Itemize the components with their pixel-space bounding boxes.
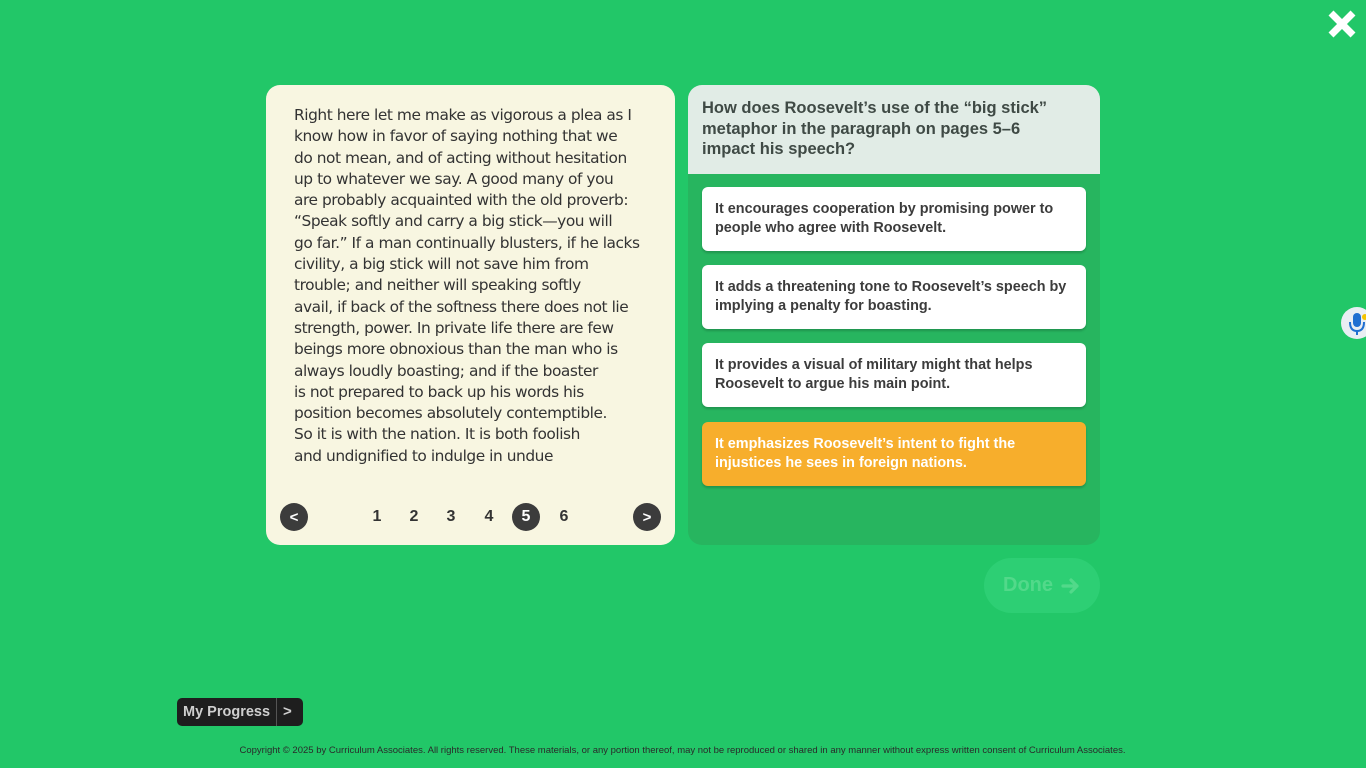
my-progress-label: My Progress	[183, 704, 271, 720]
passage-line: go far.” If a man continually blusters, if he lacks	[294, 233, 640, 252]
page-4-button[interactable]: 4	[484, 508, 494, 525]
passage-line: beings more obnoxious than the man who is	[294, 340, 618, 359]
passage-line: civility, a big stick will not save him from	[294, 255, 589, 274]
close-button[interactable]	[1326, 8, 1358, 40]
passage-line: position becomes absolutely contemptible.	[294, 404, 607, 423]
answer-option-3[interactable]: It provides a visual of military might that helps Roosevelt to argue his main point.	[702, 343, 1086, 407]
answer-option-4-selected[interactable]: It emphasizes Roosevelt’s intent to fight the injustices he sees in foreign nations.	[702, 422, 1086, 486]
progress-arrow: >	[283, 703, 292, 720]
microphone-icon	[1341, 307, 1366, 339]
passage-line: So it is with the nation. It is both foolish	[294, 425, 580, 444]
previous-page-button[interactable]: <	[280, 503, 308, 531]
divider	[276, 698, 277, 726]
passage-line: “Speak softly and carry a big stick—you will	[294, 212, 613, 231]
page-6-button[interactable]: 6	[559, 508, 569, 525]
answer-option-1[interactable]: It encourages cooperation by promising power to people who agree with Roosevelt.	[702, 187, 1086, 251]
answer-option-2[interactable]: It adds a threatening tone to Roosevelt’s speech by implying a penalty for boasting.	[702, 265, 1086, 329]
page-3-button[interactable]: 3	[446, 508, 456, 525]
done-label: Done	[1003, 574, 1053, 596]
passage-panel	[266, 85, 675, 545]
question-panel	[688, 85, 1100, 545]
passage-line: know how in favor of saying nothing that we	[294, 127, 618, 146]
page-5-button[interactable]: 5	[512, 503, 540, 531]
passage-line: are probably acquainted with the old proverb:	[294, 191, 629, 210]
copyright-text: Copyright © 2025 by Curriculum Associates. All rights reserved. These materials, or any portion thereof, may not be reproduced or shared in any manner without express written consent of Curriculum Associates.	[239, 745, 1126, 756]
copyright-footer	[0, 745, 1366, 756]
done-button[interactable]	[984, 558, 1100, 613]
page-1-button[interactable]: 1	[372, 508, 382, 525]
passage-line: always loudly boasting; and if the boaster	[294, 361, 598, 380]
passage-line: do not mean, and of acting without hesitation	[294, 148, 627, 167]
microphone-button[interactable]	[1341, 307, 1366, 339]
close-icon	[1326, 8, 1358, 40]
passage-line: Right here let me make as vigorous a plea as I	[294, 106, 632, 124]
passage-line: up to whatever we say. A good many of you	[294, 169, 614, 188]
question-text: How does Roosevelt’s use of the “big stick” metaphor in the paragraph on pages 5–6 impact his speech?	[702, 99, 1048, 158]
my-progress-button[interactable]	[177, 698, 303, 726]
page-2-button[interactable]: 2	[409, 508, 419, 525]
question-header	[688, 85, 1100, 174]
passage-line: avail, if back of the softness there does not lie	[294, 297, 629, 316]
passage-line: trouble; and neither will speaking softly	[294, 276, 581, 295]
passage-line: is not prepared to back up his words his	[294, 382, 584, 401]
next-page-button[interactable]: >	[633, 503, 661, 531]
passage-text	[294, 105, 654, 467]
passage-line: and undignified to indulge in undue	[294, 446, 554, 465]
passage-line: strength, power. In private life there are few	[294, 318, 614, 337]
arrow-right-icon	[1061, 577, 1081, 595]
